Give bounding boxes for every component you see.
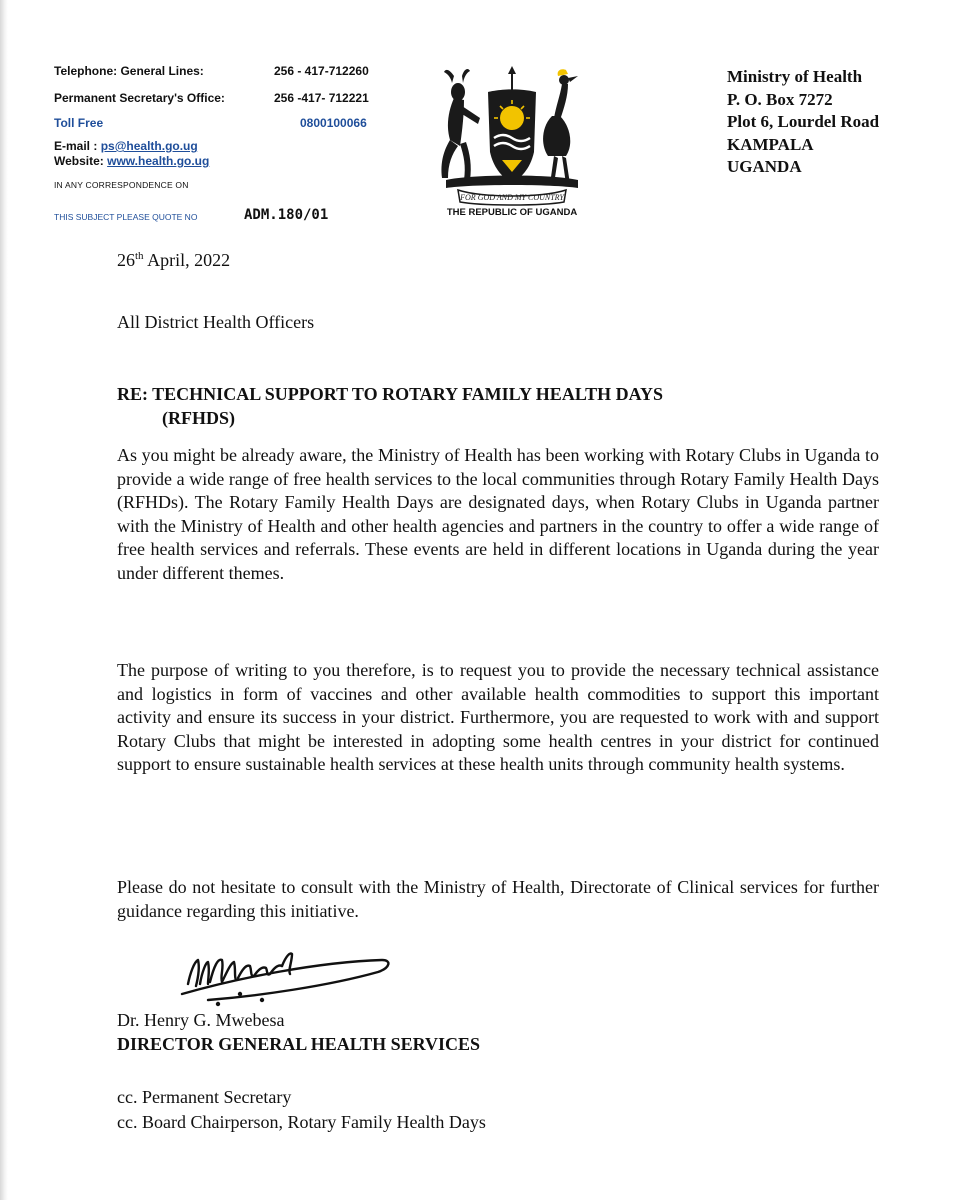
telephone-label: Telephone: General Lines: <box>54 64 204 78</box>
subject-line-2: (RFHDS) <box>162 407 235 428</box>
date-month-year: April, 2022 <box>143 250 231 270</box>
date-suffix: th <box>135 250 144 262</box>
toll-free-label: Toll Free <box>54 116 104 130</box>
ps-office-value: 256 -417- 712221 <box>274 91 369 105</box>
republic-caption: THE REPUBLIC OF UGANDA <box>446 207 578 218</box>
subject-line-1: RE: TECHNICAL SUPPORT TO ROTARY FAMILY HEALTH DAYS <box>117 384 664 404</box>
handwritten-signature <box>178 934 398 1010</box>
letter-date <box>117 249 879 273</box>
motto-text: FOR GOD AND MY COUNTRY <box>460 193 564 202</box>
reference-number: ADM.180/01 <box>244 207 329 223</box>
telephone-value: 256 - 417-712260 <box>274 64 369 78</box>
website-label: Website: <box>54 154 108 168</box>
address-line-1: Ministry of Health <box>727 67 863 86</box>
website-row <box>54 154 209 168</box>
signer-title: DIRECTOR GENERAL HEALTH SERVICES <box>117 1034 480 1054</box>
address-line-4: KAMPALA <box>727 134 814 154</box>
date-day: 26 <box>117 250 135 270</box>
correspondence-note: IN ANY CORRESPONDENCE ON <box>54 180 189 190</box>
page-edge-shadow <box>0 0 8 1200</box>
cc-line-2: cc. Board Chairperson, Rotary Family Health Days <box>117 1112 486 1132</box>
paragraph-2: The purpose of writing to you therefore, is to request you to provide the necessary technical assistance and logistics in form of vaccines and other available health commodities to support this important activity and ensure its success in your district. Furthermore, you are requested to work with and support Rotary Clubs that might be interested in adopting some health centres in your district for continued support to ensure sustainable health services at these health units through community health systems. <box>117 660 879 774</box>
signer-name: Dr. Henry G. Mwebesa <box>117 1010 285 1030</box>
recipient: All District Health Officers <box>117 312 315 332</box>
address-line-3: Plot 6, Lourdel Road <box>727 112 880 131</box>
toll-free-value: 0800100066 <box>300 116 367 130</box>
uganda-coat-of-arms-icon <box>432 66 592 206</box>
address-line-5: UGANDA <box>727 157 802 176</box>
cc-line-1: cc. Permanent Secretary <box>117 1087 292 1107</box>
email-label: E-mail : <box>54 139 101 153</box>
ministry-address <box>727 66 879 179</box>
paragraph-3: Please do not hesitate to consult with the Ministry of Health, Directorate of Clinical services for further guidance regarding this initiative. <box>117 877 879 921</box>
address-line-2: P. O. Box 7272 <box>727 89 833 109</box>
paragraph-1: As you might be already aware, the Ministry of Health has been working with Rotary Clubs in Uganda to provide a wide range of free health services to the local communities through Rotary Family Health Days (RFHDs). The Rotary Family Health Days are designated days, when Rotary Clubs in Uganda partner with the Ministry of Health and other health agencies and partners in the country to offer a wide range of free health services and referrals. These events are held in different locations in Uganda during the year under different themes. <box>117 445 879 583</box>
email-link[interactable]: ps@health.go.ug <box>100 139 198 153</box>
quote-note: THIS SUBJECT PLEASE QUOTE NO <box>54 212 198 222</box>
website-link[interactable]: www.health.go.ug <box>107 154 210 168</box>
email-row <box>54 139 198 153</box>
ps-office-label: Permanent Secretary's Office: <box>54 91 225 105</box>
subject-heading <box>117 383 879 430</box>
